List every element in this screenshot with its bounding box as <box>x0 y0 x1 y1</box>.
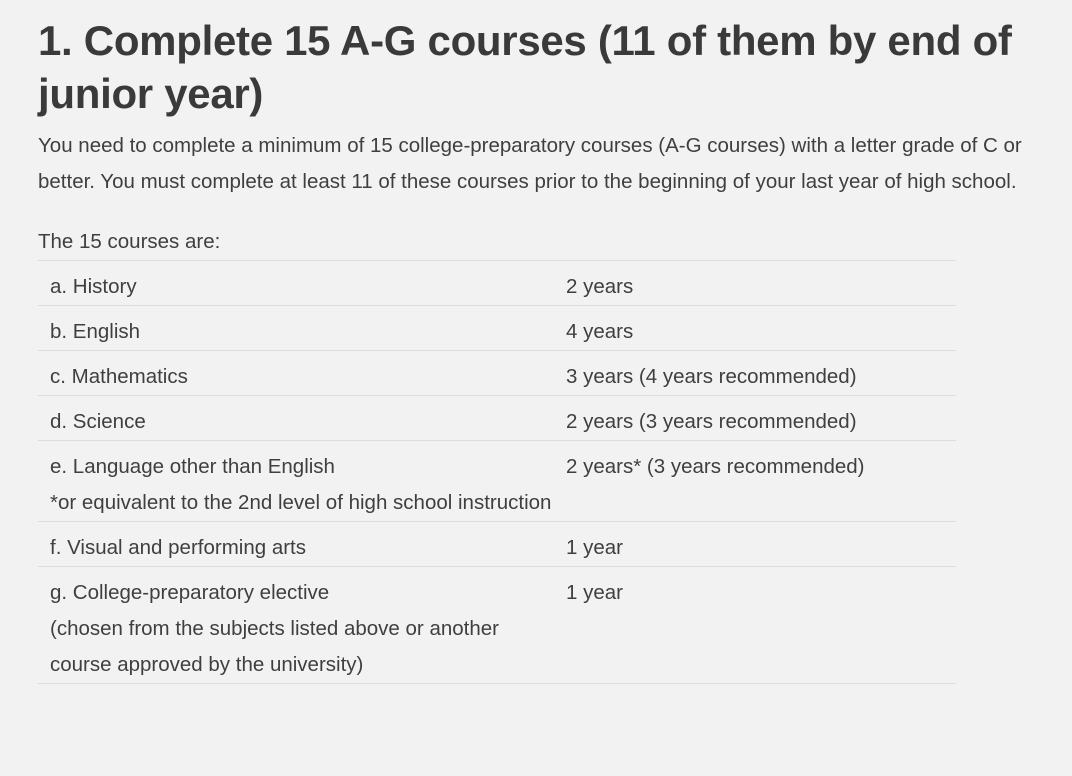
course-subject <box>38 522 566 567</box>
subject-label: c. Mathematics <box>50 365 188 388</box>
course-subject <box>38 306 566 351</box>
table-row <box>38 441 956 522</box>
course-duration: 1 year <box>566 522 956 567</box>
course-subject <box>38 351 566 396</box>
table-caption: The 15 courses are: <box>38 230 221 253</box>
subject-label: f. Visual and performing arts <box>50 536 306 559</box>
section-heading: 1. Complete 15 A-G courses (11 of them by end of junior year) <box>38 17 1012 117</box>
course-duration: 2 years <box>566 261 956 306</box>
intro-paragraph: You need to complete a minimum of 15 college-preparatory courses (A-G courses) with a letter grade of C or better. You must complete at least 11 of these courses prior to the beginning of your last year of high school. <box>38 134 1022 193</box>
subject-label: g. College-preparatory elective <box>50 581 330 604</box>
table-row <box>38 567 956 684</box>
table-row <box>38 522 956 567</box>
table-row <box>38 396 956 441</box>
course-duration: 4 years <box>566 306 956 351</box>
course-subject <box>38 567 566 684</box>
subject-label: b. English <box>50 320 141 343</box>
subject-label: d. Science <box>50 410 146 433</box>
course-duration: 3 years (4 years recommended) <box>566 351 956 396</box>
subject-label: e. Language other than English <box>50 455 335 478</box>
table-row <box>38 261 956 306</box>
course-subject <box>38 261 566 306</box>
subject-label: a. History <box>50 275 137 298</box>
table-row <box>38 351 956 396</box>
course-subject <box>38 441 566 522</box>
subject-note: (chosen from the subjects listed above or another course approved by the university) <box>50 617 499 676</box>
course-duration: 2 years* (3 years recommended) <box>566 441 956 522</box>
course-duration: 1 year <box>566 567 956 684</box>
article-content <box>38 14 1068 684</box>
courses-table <box>38 260 956 684</box>
table-row <box>38 306 956 351</box>
course-duration: 2 years (3 years recommended) <box>566 396 956 441</box>
course-subject <box>38 396 566 441</box>
subject-note: *or equivalent to the 2nd level of high school instruction <box>50 491 552 514</box>
